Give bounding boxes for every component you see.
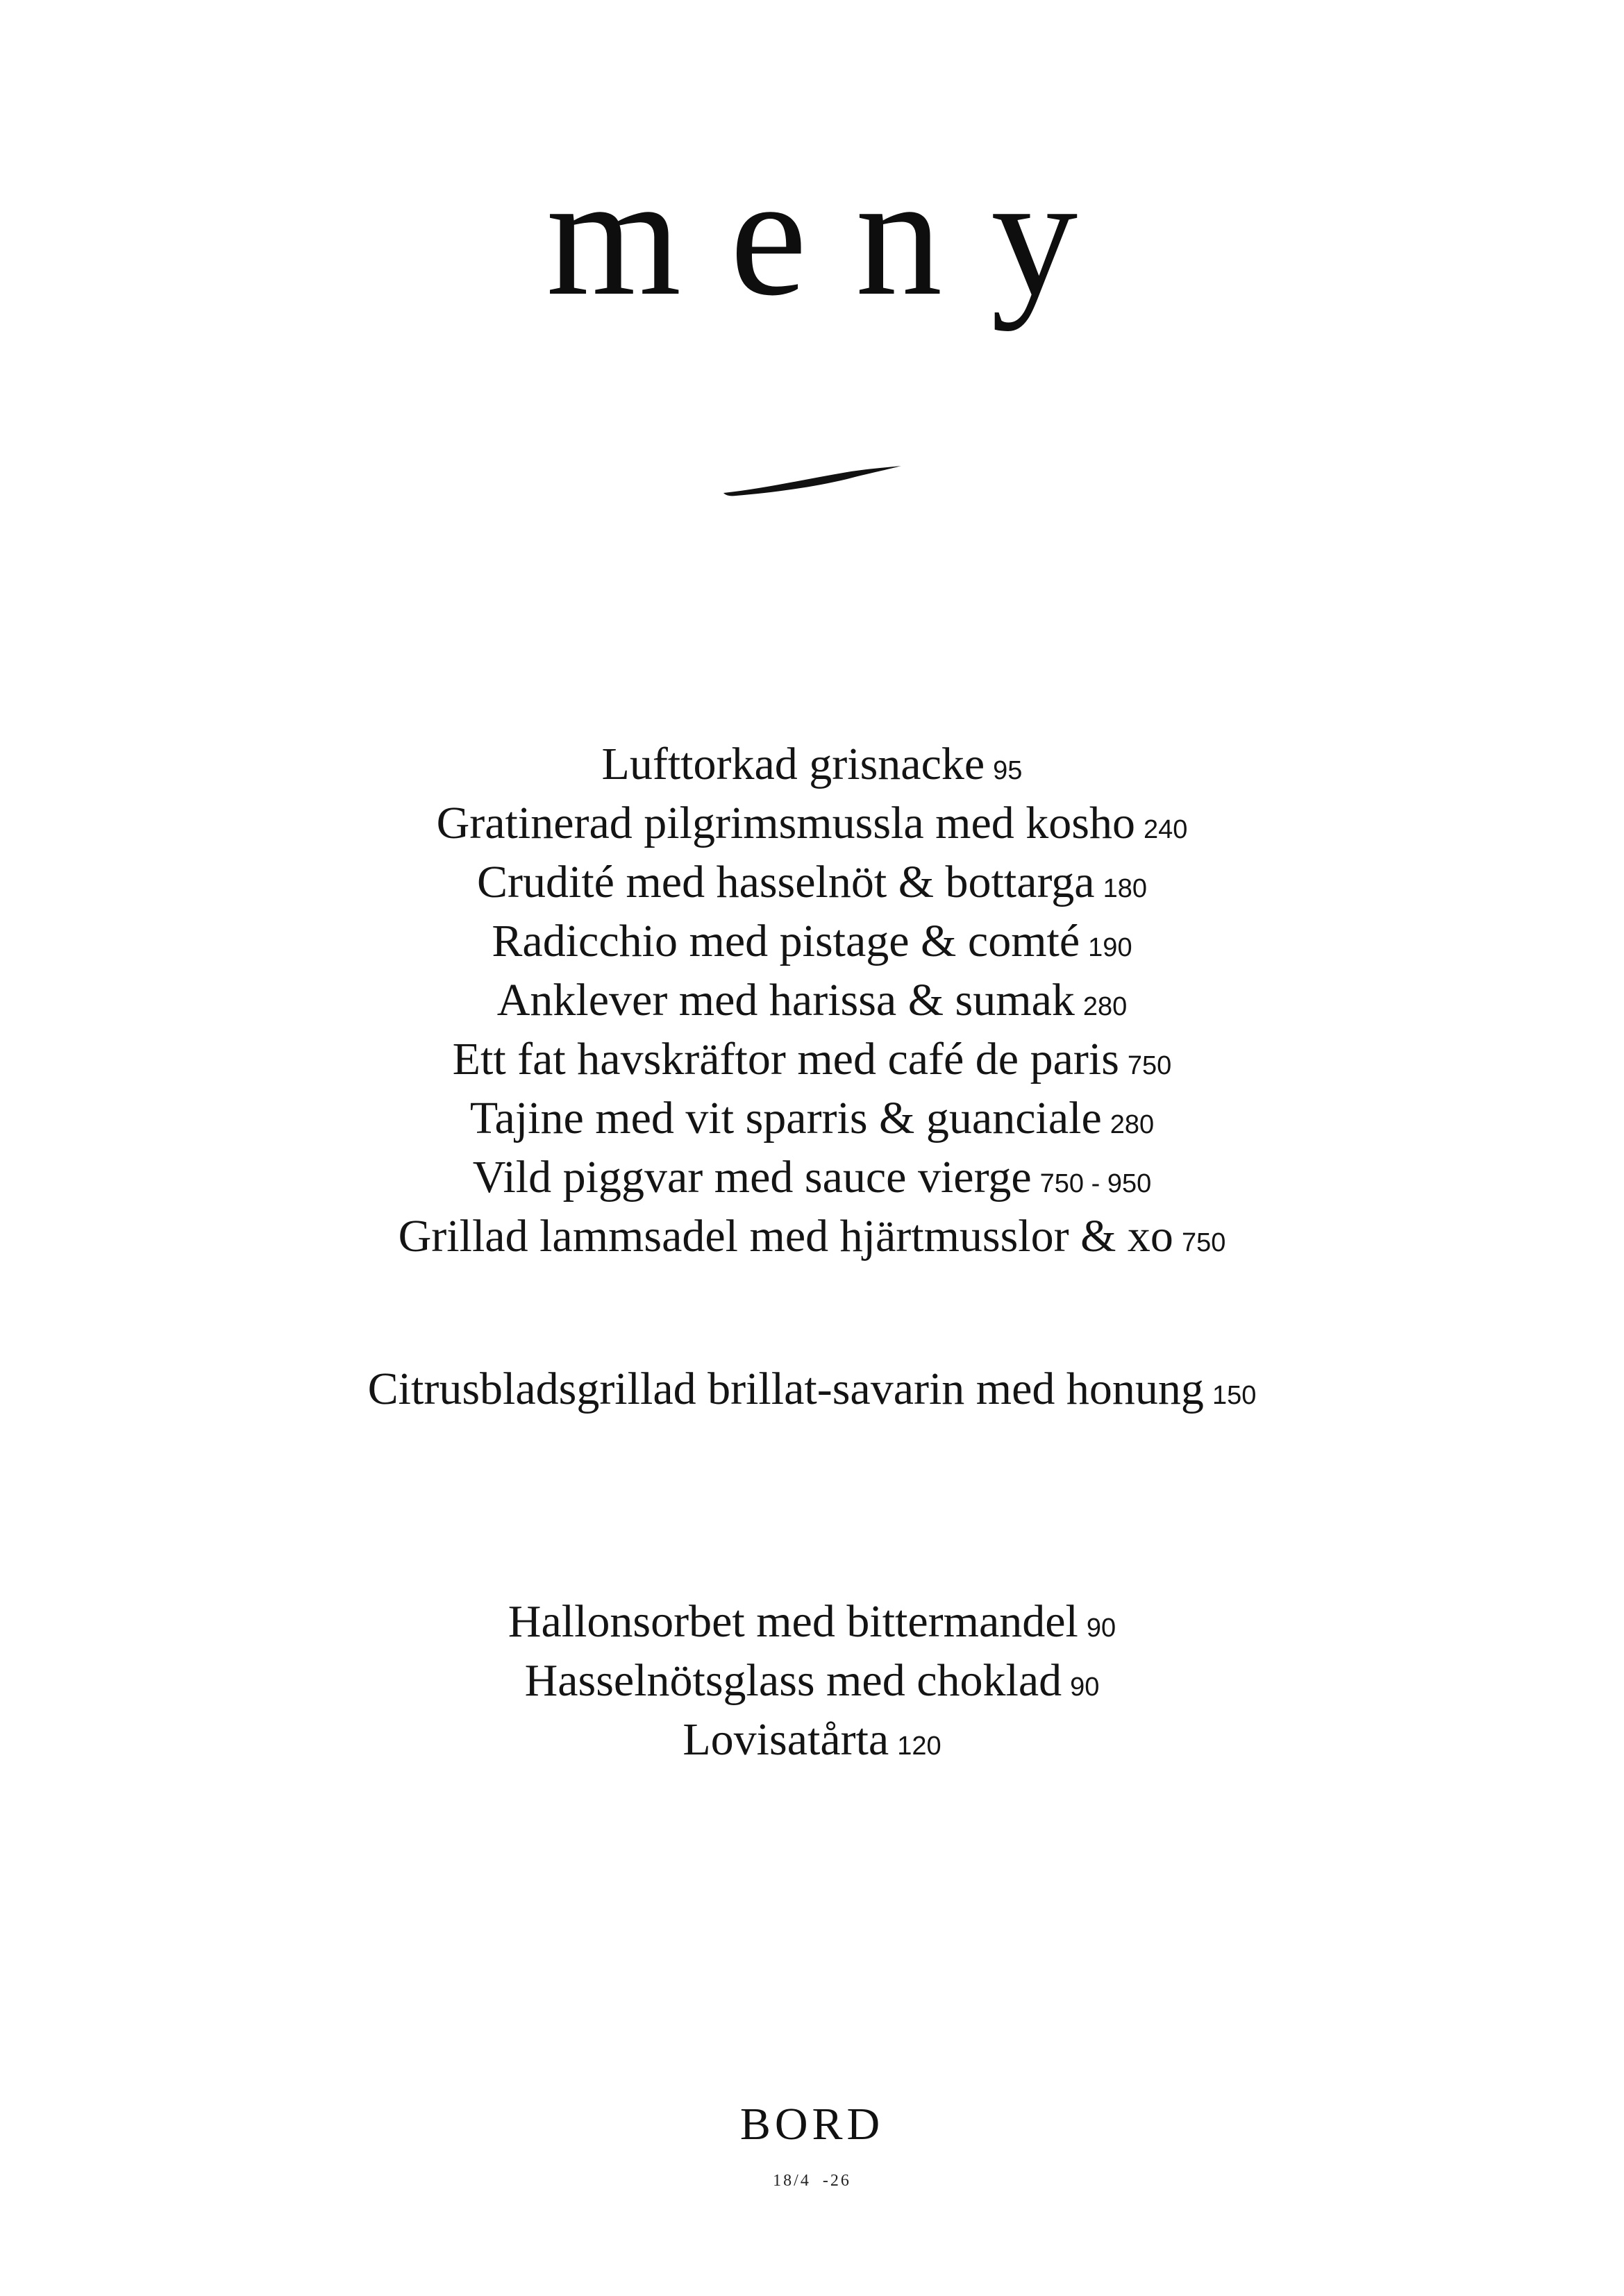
- menu-date: 18/4 -26: [773, 2172, 851, 2190]
- item-name: Citrusbladsgrillad brillat-savarin med honung: [367, 1364, 1204, 1414]
- menu-item: [0, 1151, 1624, 1210]
- menu-item: [0, 797, 1624, 856]
- menu-item: [0, 1595, 1624, 1654]
- menu-item: [0, 856, 1624, 915]
- item-price: 750: [1181, 1228, 1226, 1257]
- item-name: Hallonsorbet med bittermandel: [508, 1596, 1078, 1647]
- menu-item: [0, 1092, 1624, 1151]
- item-price: 750 - 950: [1039, 1169, 1152, 1198]
- item-name: Lovisatårta: [683, 1714, 889, 1765]
- menu-item: [0, 1363, 1624, 1422]
- item-price: 280: [1082, 992, 1128, 1021]
- mains-section: [0, 738, 1624, 1269]
- item-name: Anklever med harissa & sumak: [496, 975, 1075, 1025]
- menu-item: [0, 738, 1624, 797]
- item-price: 150: [1212, 1381, 1257, 1410]
- item-price: 90: [1086, 1614, 1116, 1643]
- item-name: Tajine med vit sparris & guanciale: [469, 1093, 1102, 1143]
- menu-item: [0, 1713, 1624, 1773]
- menu-item: [0, 1033, 1624, 1092]
- dessert-section: [0, 1595, 1624, 1773]
- item-name: Vild piggvar med sauce vierge: [472, 1152, 1032, 1203]
- item-name: Hasselnötsglass med choklad: [524, 1655, 1062, 1706]
- item-price: 280: [1110, 1110, 1155, 1139]
- cheese-section: [0, 1363, 1624, 1422]
- item-price: 180: [1103, 874, 1148, 903]
- menu-item: [0, 1210, 1624, 1269]
- item-name: Crudité med hasselnöt & bottarga: [476, 857, 1095, 907]
- brush-stroke-divider: [722, 464, 903, 498]
- item-price: 190: [1088, 933, 1132, 962]
- brand-name: BORD: [739, 2099, 885, 2150]
- menu-item: [0, 915, 1624, 974]
- item-name: Lufttorkad grisnacke: [601, 739, 985, 789]
- item-price: 240: [1143, 815, 1188, 844]
- menu-item: [0, 1654, 1624, 1713]
- item-name: Ett fat havskräftor med café de paris: [452, 1034, 1119, 1084]
- item-price: 90: [1070, 1673, 1100, 1702]
- menu-item: [0, 974, 1624, 1033]
- item-name: Radicchio med pistage & comté: [492, 916, 1080, 966]
- item-name: Grillad lammsadel med hjärtmusslor & xo: [398, 1211, 1173, 1262]
- menu-title: meny: [546, 140, 1127, 332]
- item-price: 750: [1127, 1051, 1172, 1080]
- item-price: 95: [993, 756, 1023, 785]
- item-name: Gratinerad pilgrimsmussla med kosho: [436, 798, 1135, 848]
- item-price: 120: [897, 1732, 941, 1761]
